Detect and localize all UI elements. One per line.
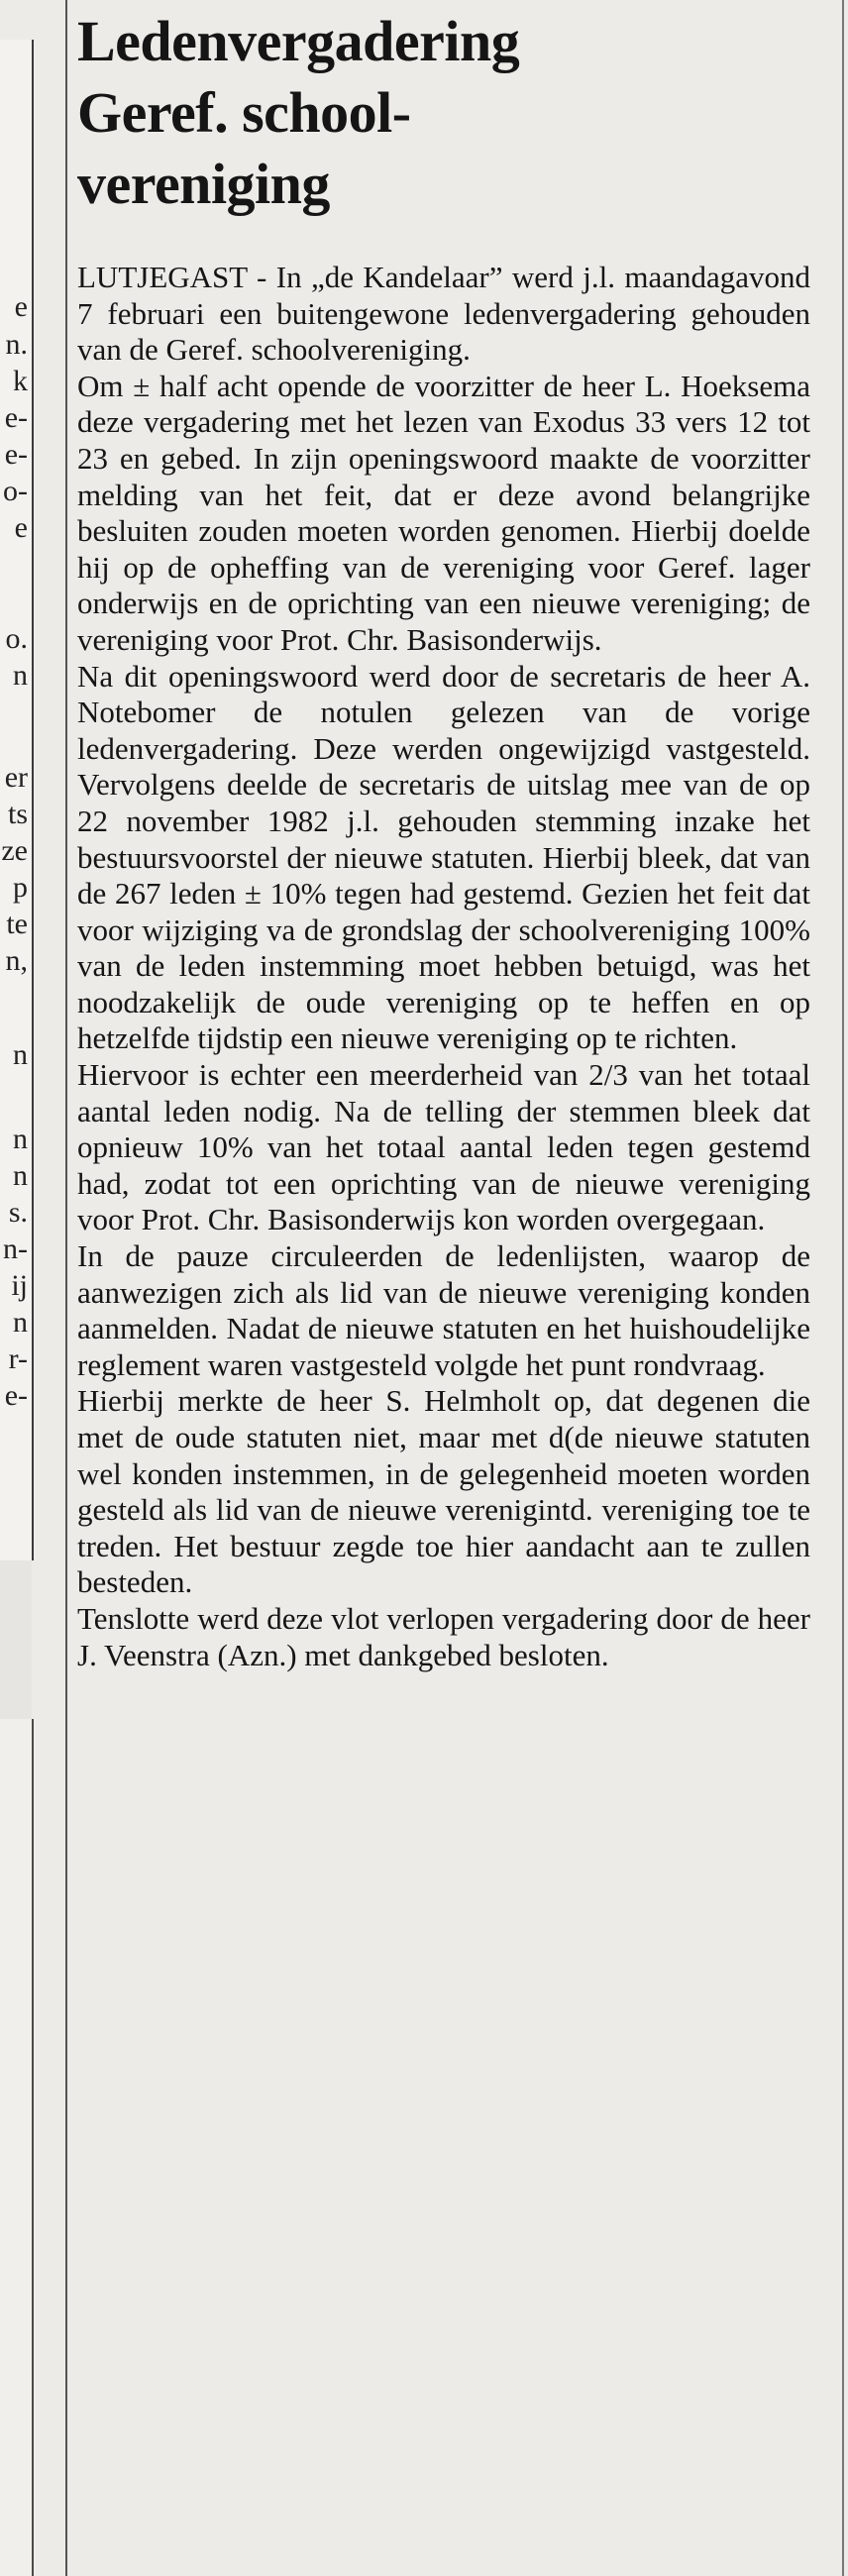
fragment-text: ts	[7, 798, 28, 830]
article-paragraph: Hiervoor is echter een meerderheid van 2/3 van het totaal aantal leden nodig. Na de telling der stemmen bleek dat opnieuw 10% van het totaal aantal leden tegen gestemd had, zodat tot een oprichting van de nieuwe vereniging voor Prot. Chr. Basisonderwijs kon worden overgegaan.	[77, 1057, 810, 1237]
fragment-text: o-	[3, 475, 28, 507]
fragment-text: k	[13, 365, 28, 397]
adjacent-column-border	[0, 1719, 34, 2576]
fragment-text: o.	[5, 622, 28, 655]
fragment-text: te	[6, 908, 28, 940]
article-headline	[77, 6, 810, 220]
fragment-text: n.	[5, 328, 28, 361]
article-paragraph: Tenslotte werd deze vlot verlopen vergadering door de heer J. Veenstra (Azn.) met dankgebed besloten.	[77, 1600, 810, 1672]
article-paragraph: Om ± half acht opende de voorzitter de heer L. Hoeksema deze vergadering met het lezen van Exodus 33 vers 12 tot 23 en gebed. In zijn openingswoord maakte de voorzitter melding van het feit, dat er deze avond belangrijke besluiten zouden moeten worden genomen. Hierbij doelde hij op de opheffing van de vereniging voor Geref. lager onderwijs en de oprichting van een nieuwe vereniging; de vereniging voor Prot. Chr. Basisonderwijs.	[77, 368, 810, 657]
page-gap	[0, 1560, 32, 1719]
fragment-text: s.	[8, 1196, 28, 1229]
fragment-text: ij	[11, 1269, 28, 1302]
column-rule-right	[842, 0, 844, 2576]
fragment-text: e	[14, 290, 28, 323]
column-rule	[65, 0, 67, 2576]
fragment-text: p	[13, 871, 28, 904]
fragment-text: n	[13, 1306, 28, 1339]
article-paragraph: LUTJEGAST - In „de Kandelaar” werd j.l. maandagavond 7 februari een buitengewone ledenvergadering gehouden van de Geref. schoolvereniging.	[77, 260, 810, 368]
headline-line: Geref. school-	[77, 80, 411, 145]
fragment-text: ze	[1, 834, 28, 867]
fragment-text: e-	[4, 438, 28, 471]
fragment-text: n-	[3, 1233, 28, 1265]
fragment-text: n	[13, 1123, 28, 1155]
fragment-text: n	[13, 1038, 28, 1071]
article-paragraph: Na dit openingswoord werd door de secretaris de heer A. Notebomer de notulen gelezen van de vorige ledenvergadering. Deze werden ongewijzigd vastgesteld. Vervolgens deelde de secretaris de uitslag mee van de op 22 november 1982 j.l. gehouden stemming inzake het bestuursvoorstel der nieuwe statuten. Hierbij bleek, dat van de 267 leden ± 10% tegen had gestemd. Gezien het feit dat voor wijziging va de grondslag der schoolvereniging 100% van de leden instemming moet hebben betuigd, was het noodzakelijk de oude vereniging op te heffen en op hetzelfde tijdstip een nieuwe vereniging op te richten.	[77, 658, 810, 1056]
fragment-text: n	[13, 659, 28, 692]
fragment-text: e	[14, 511, 28, 544]
fragment-text: n	[13, 1159, 28, 1192]
headline-line: vereniging	[77, 152, 330, 216]
article-body	[77, 260, 810, 1673]
fragment-text: r-	[8, 1342, 28, 1375]
article-paragraph: Hierbij merkte de heer S. Helmholt op, dat degenen die met de oude statuten niet, maar met d(de nieuwe statuten wel konden instemmen, in de gelegenheid moeten worden gesteld als lid van de nieuwe verenigintd. vereniging toe te treden. Het bestuur zegde toe hier aandacht aan te zullen besteden.	[77, 1383, 810, 1600]
fragment-text: n,	[5, 944, 28, 977]
adjacent-column-fragment	[0, 40, 34, 1560]
article-paragraph: In de pauze circuleerden de ledenlijsten, waarop de aanwezigen zich als lid van de nieuwe vereniging konden aanmelden. Nadat de nieuwe statuten en het huishoudelijke reglement waren vastgesteld volgde het punt rondvraag.	[77, 1238, 810, 1382]
fragment-text: e-	[4, 401, 28, 434]
fragment-text: er	[4, 761, 28, 794]
headline-line: Ledenvergadering	[77, 9, 520, 73]
news-article	[77, 6, 810, 1673]
fragment-text: e-	[4, 1379, 28, 1412]
